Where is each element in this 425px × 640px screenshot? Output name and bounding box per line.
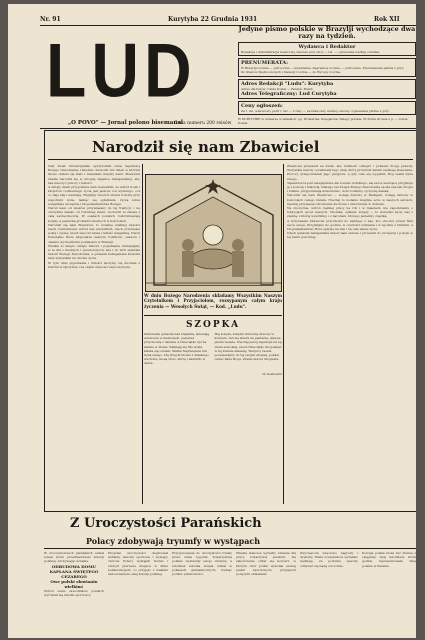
bottom-rule (44, 548, 416, 549)
bottom-col-5: Zwycięzcom wręczono nagrody i dyplomy. Wielu uczestników wyrażało nadzieję, że podobne zawody odbywać się będą corocznie. (300, 551, 358, 568)
column-rule-right (283, 164, 284, 504)
masthead-info (238, 26, 416, 125)
christmas-wishes (144, 293, 282, 309)
place-date: Kurytyba 22 Grudnia 1931 (168, 16, 258, 23)
lead-right-column: Zbawiciel przyszedł na świat, aby ludzkość odkupić i pokazać drogę prawdy. Wszystkie narody oczekiwały tego dnia, który przyniósł światu nadzieję zbawienia. Prorocy przepowiadali Jego przyjście, a gdy czas się wypełnił, Bóg zesłał Syna swego. Tajemnica ta jest niezgłębiona dla rozumu ludzkiego, ale serce wierzące przyjmuje ją z pokorą i miłością. Dlatego też święta Bożego Narodzenia są dla nas tak drogie i bliskie, przypominają dzieciństwo, dom rodzinny, ojczyznę daleką. Narodził się nam Zbawiciel — wołają dzwony w Betlejem, wołają dzwony w kościołach całego świata. Niechaj to wołanie znajdzie echo w naszych sercach, niechaj przyniesie odrodzenie duchowe i umocnienie w dobrem. Na obczyźnie, wśród ciężkiej pracy na roli i w miastach, nie zapominamy o tradycjach ojców naszych. Choinka, opłatek, kolędy — to wszystko łączy nas z ziemią, z której wyszliśmy, i z narodem, którego jesteśmy cząstką. A tymczasem Zbawiciel przychodzi do każdego z nas, kto otworzy przed Nim serce swoje. Przyjmijmy Go godnie, w czystości sumienia i w zgodzie z bliźnimi, a błogosławieństwo Boże spłynie na nas i na całe nasze życie. Niech gwiazda betlejemska świeci nam zawsze i prowadzi do szczęścia i pokoju w tej ziemi gościnnej. (287, 164, 413, 240)
bottom-col-1: W uroczystościach parańskich udział wzięli liczni przedstawiciele kolonji polskiej, zdobywając uznanie. ODBUDOWA DOMU KAPŁANA ŚWIĘTEGO CEZAREGO Owe polski słowianin wielkim! Wśród wielu zawodników polskich wyróżnili się młodzi sportowcy. (44, 551, 104, 597)
bottom-col-4: Władze stanowe wyraziły uznanie dla pracy towarzystw polskich. Na zakończenie odbył się koncert, w którym chór polski wykonał szereg pieśni narodowych, przyjętych gorącymi oklaskami. (236, 551, 296, 577)
masthead-top-row (40, 16, 416, 24)
lead-headline: Narodził się nam Zbawiciel (92, 138, 320, 156)
lead-left-column: Cały świat chrześcijański uprzytomnił sobie tajemnicę Bożego Narodzenia, radośnie obchodzi ten dzień w którym Słowo ciałem się stało i mieszkało między nami. Zbawiciel świata narodził się w ubogiej stajence betlejemskiej, aby nas nauczyć pokory i miłości. A święty dzień przypomina nam wszystkim, że wśród trosk i kłopotów codziennego życia jest jeszcze coś wyższego, coś co daje siłę i nadzieję. Wigilijny wieczór zbiera rodziny przy wspólnym stole, łamiąc się opłatkiem, życzą sobie wzajemnie szczęścia i błogosławieństwa Bożego. Naród nasz od wieków przywiązany do tej tradycji, i na obczyźnie daleko od rodzinnej ziemi, obchodzi te święta z całą serdecznością. W osadach polskich rozbrzmiewają kolędy, a pasterka gromadzi wiernych w kościołach. Narodził się nam Zbawiciel, to wołanie wielkiej radości niech rozbrzmiewa wśród nas wszystkich, niech przyniesie pokój i zgodę, niech umocni wiarę i miłość wzajemną. Niech Dzieciątko Boże błogosławi naszym rodzinom, osadom i całemu wychodźstwu polskiemu w Brazylji. Wielkie to święto, święto miłości i pojednania. Pamiętajmy w te dni o biednych i opuszczonych, aby i do nich zawitała radość Bożego Narodzenia, a gwiazda betlejemska świeciła nam wszystkim na drodze życia. W tym dniu pojednania i miłości łączymy się duchem z braćmi w Ojczyźnie i na całym świecie rozproszonymi. (48, 164, 140, 269)
ad-prices-block: Ceny ogłoszeń: Za 1 cm. wierszowy petit 1 raz — 2 razy — za kilka razy według umowy. Ogłoszenia płatne z góry. (238, 101, 416, 115)
side-heading-1: ODBUDOWA DOMU KAPŁANA ŚWIĘTEGO CEZAREGO (49, 563, 99, 579)
subscription-block: PRENUMERATA: W Brazylji rocznie — półrocznie — kwartalnie. Zagranicą rocznie — półrocznie. Prenumerata płatna z góry. Do Stanów Zjednoczonych i Kanady rocznie — do Europy rocznie. (238, 58, 416, 76)
agents-note: W KURYTYBIE w numerze w składach: pp. Drukarnia, Księgarnia, Sklepy polskie. W Ponta Grossa u p. — Caixa Postal. (238, 117, 408, 126)
issue-price: Cena numeru 200 reisów (174, 121, 232, 126)
telegraph-address: Adres Telegraficzny: Lud Curytyba (241, 90, 337, 97)
issue-number: Nr. 91 (40, 16, 61, 23)
subscription-title: PRENUMERATA: (241, 60, 288, 67)
newspaper-logo: LUD (46, 27, 197, 113)
slogan: „O POVO" — Jornal polono bisemanal (68, 120, 184, 126)
publisher-block: Wydawca i Redaktor Redakcja i Administracja mieści się obecnie przy ulicy — tel. — ogłoszenia według cennika. (238, 42, 416, 56)
bottom-col-3: Przygotowania do uroczystości trwały przez wiele tygodni. Towarzystwa polskie wystawiły swoje drużyny, a młodzież szkolna wzięła udział w pokazach gimnastycznych, budząc podziw publiczności. (172, 551, 232, 577)
column-rule-left (142, 164, 143, 504)
bottom-col-6: Kolonja polska może być dumna z osiągnięć swej młodzieży, która godnie reprezentowała imię polskie w Paranie. (362, 551, 416, 568)
ad-prices-title: Ceny ogłoszeń: (241, 102, 283, 109)
poem-author: W. Gaślewski (262, 371, 282, 376)
newspaper-page (8, 4, 416, 638)
tagline: Jedyne pismo polskie w Brazylji wychodzące dwa razy na tydzień. (238, 25, 416, 40)
header-bottom-rule (40, 128, 416, 129)
editorial-address: Adres Redakcji "Ludu": Kurytyba (241, 80, 334, 87)
headline-rule (48, 159, 413, 160)
nativity-scene-icon (146, 175, 281, 291)
poem-box (144, 320, 282, 505)
poem-body: Zaświeciła gwiazda nad stajenką, śpiewają aniołowie w niebiosach, pasterze przychodzą z darami, a Dzieciątko śpi na sianku w żłobie. Kłaniają się Mu wołki, kłania się osiołek, Matka Najświętsza tuli Syna swego. Idą trzej królowie z dalekiego wschodu, niosą złoto, mirrę i kadzidło w darze. Hej kolęda, kolęda! Dzwonią dzwony w kościele, lud się zbiera na pasterkę, śpiewa pieśni wesele. Niechaj pokój zapanuje na tej ziemi szerokiej, niech Dzieciątko błogosławi w tej krainie dalekiej. Wszyscy razem pospieszajmy do tej szopki ubogiej, pokłon oddać Panu Bogu, Zbawicielowi drogiemu. (144, 332, 282, 366)
poem-title: SZOPKA (185, 320, 241, 330)
publisher-title: Wydawca i Redaktor (298, 44, 356, 50)
bottom-headline: Z Uroczystości Parańskich (70, 516, 262, 531)
side-heading-2: Owe polski słowianin wielkim! (50, 578, 98, 589)
address-block: Adres Redakcji "Ludu": Kurytyba Adres dla listów: Caixa Postal — Paraná. Brazil. Adres Telegraficzny: Lud Curytyba (238, 79, 416, 99)
year-label: Rok XII (374, 16, 400, 23)
bottom-col-2: Program uroczystości obejmował defilady, zawody sportowe i występy chórów. Polacy wystąpili licznie i zdobyli pierwsze miejsca w kilku konkurencjach, co przyjęto z wielkim zadowoleniem całej kolonji polskiej. (108, 551, 168, 577)
christmas-wishes-text: W dniu Bożego Narodzenia składamy Wszystkim Naszym Czytelnikom i Przyjaciołom, rozsypanym całym kraju życzenia — Wesołych Świąt, — Kod. ,,Ludu". (144, 293, 282, 309)
nativity-illustration (145, 174, 282, 292)
caption-rule (144, 315, 282, 316)
bottom-subheadline: Polacy zdobywają tryumfy w wystąpach (86, 536, 261, 546)
